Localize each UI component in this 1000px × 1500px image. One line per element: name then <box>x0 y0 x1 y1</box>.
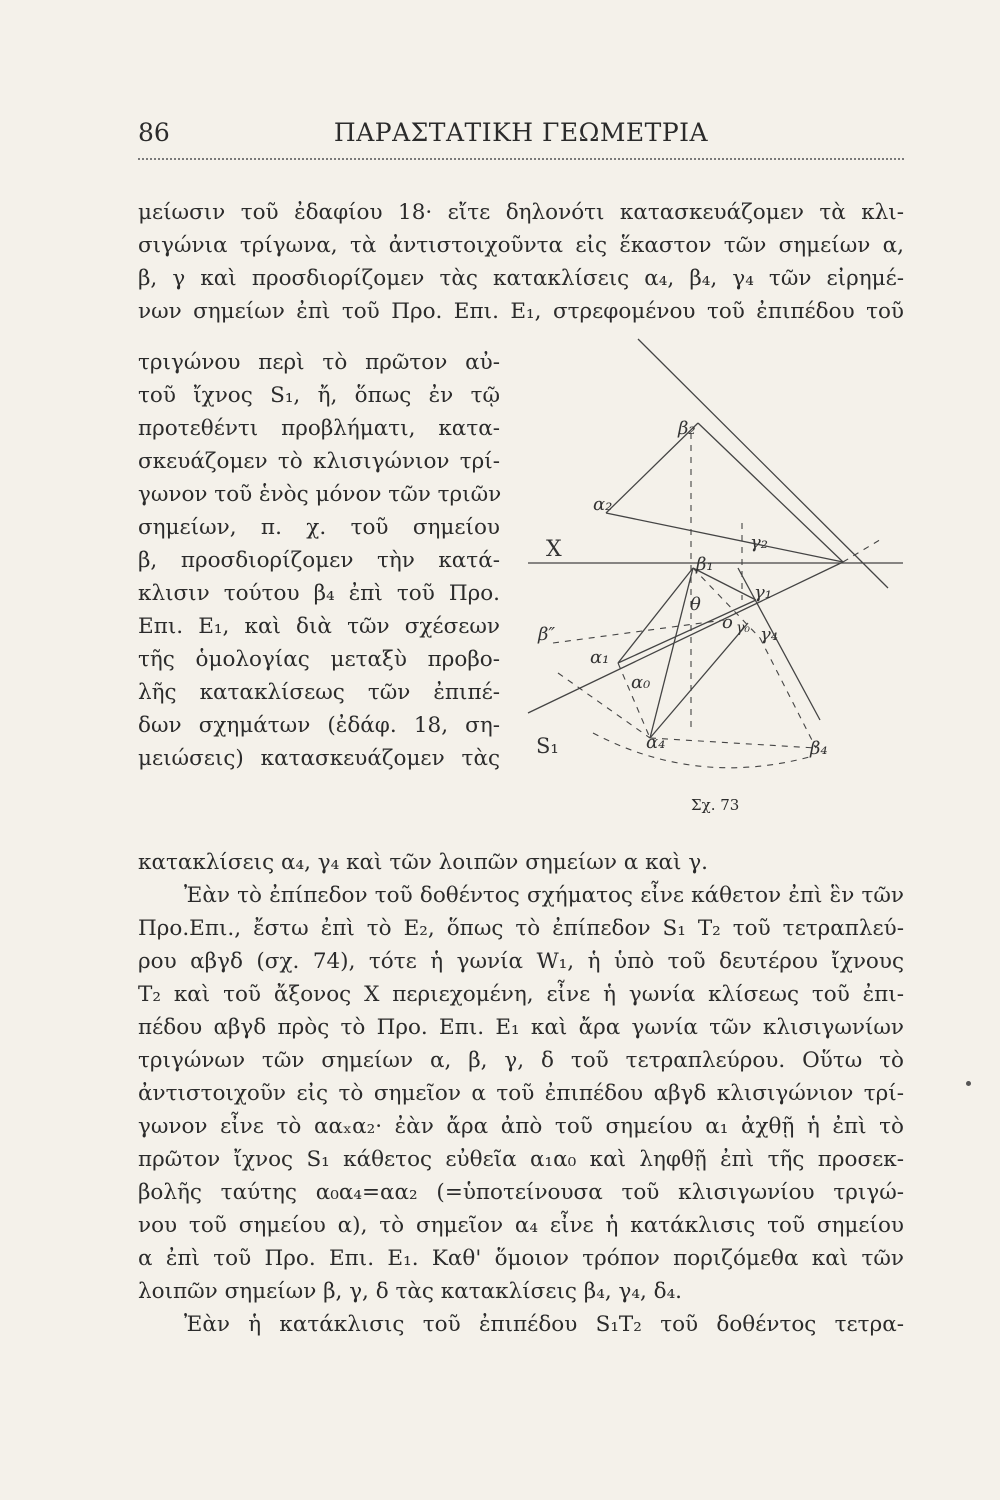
text-line: σκευάζομεν τὸ κλισιγώνιον τρί- <box>138 449 500 474</box>
label-a1: α₁ <box>590 647 610 668</box>
text-line: Ἐὰν τὸ ἐπίπεδον τοῦ δοθέντος σχήματος εἶνε κάθετον ἐπὶ ἓν τῶν <box>184 883 904 908</box>
figure-73 <box>498 338 918 818</box>
label-theta: θ <box>690 594 701 615</box>
label-g4: γ₄ <box>760 624 778 645</box>
text-line: μειώσεις) κατασκευάζομεν τὰς <box>138 746 500 771</box>
line-b2-apex <box>698 423 843 562</box>
text-line: τῆς ὁμολογίας μεταξὺ προβο- <box>138 647 500 672</box>
dashed-a4-b4 <box>650 738 816 748</box>
text-line: ἀντιστοιχοῦν εἰς τὸ σημεῖον α τοῦ ἐπιπέδου αβγδ κλισιγώνιον τρί- <box>138 1081 904 1106</box>
text-line: πέδου αβγδ πρὸς τὸ Προ. Επι. Ε₁ καὶ ἄρα γωνία τῶν κλισιγωνίων <box>138 1015 904 1040</box>
label-b-double: β″ <box>538 624 556 645</box>
page-header <box>138 118 904 158</box>
label-a2: α₂ <box>593 494 613 515</box>
text-line: α ἐπὶ τοῦ Προ. Επι. Ε₁. Καθ' ὅμοιον τρόπον ποριζόμεθα καὶ τῶν <box>138 1246 904 1271</box>
text-line: νου τοῦ σημείου α), τὸ σημεῖον α₄ εἶνε ἡ κατάκλισις τοῦ σημείου <box>138 1213 904 1238</box>
label-g0: γ₀ <box>736 620 750 636</box>
line-b-upper <box>738 568 820 720</box>
figure-caption: Σχ. 73 <box>691 796 740 814</box>
text-line: προτεθέντι προβλήματι, κατα- <box>138 416 500 441</box>
label-b1: β₁ <box>696 554 714 575</box>
text-line: λῆς κατακλίσεως τῶν ἐπιπέ- <box>138 680 500 705</box>
text-line: νων σημείων ἐπὶ τοῦ Προ. Επι. Ε₁, στρεφομένου τοῦ ἐπιπέδου τοῦ <box>138 299 904 324</box>
text-line: T₂ καὶ τοῦ ἄξονος X περιεχομένη, εἶνε ἡ γωνία κλίσεως τοῦ ἐπι- <box>138 982 904 1007</box>
text-line: Προ.Επι., ἔστω ἐπὶ τὸ Ε₂, ὅπως τὸ ἐπίπεδον S₁ T₂ τοῦ τετραπλεύ- <box>138 916 904 941</box>
text-line: τριγώνου περὶ τὸ πρῶτον αὐ- <box>138 350 500 375</box>
text-line: β, προσδιορίζομεν τὴν κατά- <box>138 548 500 573</box>
text-line: ρου αβγδ (σχ. 74), τότε ἡ γωνία W₁, ἡ ὑπὸ τοῦ δευτέρου ἴχνους <box>138 949 904 974</box>
text-line: Επι. Ε₁, καὶ διὰ τῶν σχέσεων <box>138 614 500 639</box>
text-line: τοῦ ἴχνος S₁, ἤ, ὅπως ἐν τῷ <box>138 383 500 408</box>
label-s1: S₁ <box>536 734 559 758</box>
text-line: βολῆς ταύτης α₀α₄=αα₂ (=ὑποτείνουσα τοῦ κλισιγωνίου τριγώ- <box>138 1180 904 1205</box>
line-a2-apex <box>606 513 843 562</box>
label-b2: β₂ <box>678 418 696 439</box>
text-line: δων σχημάτων (ἐδάφ. 18, ση- <box>138 713 500 738</box>
line-s1 <box>528 562 843 713</box>
label-x: X <box>546 537 562 562</box>
text-line: Ἐὰν ἡ κατάκλισις τοῦ ἐπιπέδου S₁T₂ τοῦ δοθέντος τετρα- <box>184 1312 904 1337</box>
label-a4: α₄ <box>646 732 666 753</box>
label-g1: γ₁ <box>754 582 772 603</box>
text-line: πρῶτον ἴχνος S₁ κάθετος εὐθεῖα α₁α₀ καὶ ληφθῇ ἐπὶ τῆς προσεκ- <box>138 1147 904 1172</box>
text-line: κατακλίσεις α₄, γ₄ καὶ τῶν λοιπῶν σημείων α καὶ γ. <box>138 850 709 875</box>
text-line: γωνον εἶνε τὸ ααₓα₂· ἐὰν ἄρα ἀπὸ τοῦ σημείου α₁ ἀχθῇ ἡ ἐπὶ τὸ <box>138 1114 904 1139</box>
running-title: ΠΑΡΑΣΤΑΤΙΚΗ ΓΕΩΜΕΤΡΙΑ <box>333 118 709 147</box>
dashed-g4-b4 <box>760 638 816 748</box>
text-line: λοιπῶν σημείων β, γ, δ τὰς κατακλίσεις β₄, γ₄, δ₄. <box>138 1279 683 1304</box>
label-b4: β₄ <box>810 738 828 759</box>
dashed-arc <box>593 733 813 768</box>
text-line: σιγώνια τρίγωνα, τὰ ἀντιστοιχοῦντα εἰς ἕκαστον τῶν σημείων α, <box>138 233 904 258</box>
label-a0: α₀ <box>631 672 651 693</box>
text-line: κλισιν τούτου β₄ ἐπὶ τοῦ Προ. <box>138 581 500 606</box>
label-o: ο <box>722 612 733 633</box>
line-b1-a1 <box>618 568 693 663</box>
label-g2: γ₂ <box>750 532 768 553</box>
header-rule <box>138 158 904 160</box>
figure-73-diagram <box>498 338 918 818</box>
text-line: β, γ καὶ προσδιορίζομεν τὰς κατακλίσεις α₄, β₄, γ₄ τῶν εἰρημέ- <box>138 266 904 291</box>
text-line: σημείων, π. χ. τοῦ σημείου <box>138 515 500 540</box>
text-line: γωνον τοῦ ἑνὸς μόνον τῶν τριῶν <box>138 482 502 507</box>
text-line: μείωσιν τοῦ ἐδαφίου 18· εἴτε δηλονότι κατασκευάζομεν τὰ κλι- <box>138 200 904 225</box>
paper-speck <box>966 1081 971 1086</box>
page-number: 86 <box>138 118 170 147</box>
text-line: τριγώνων τῶν σημείων α, β, γ, δ τοῦ τετραπλεύρου. Οὕτω τὸ <box>138 1048 904 1073</box>
